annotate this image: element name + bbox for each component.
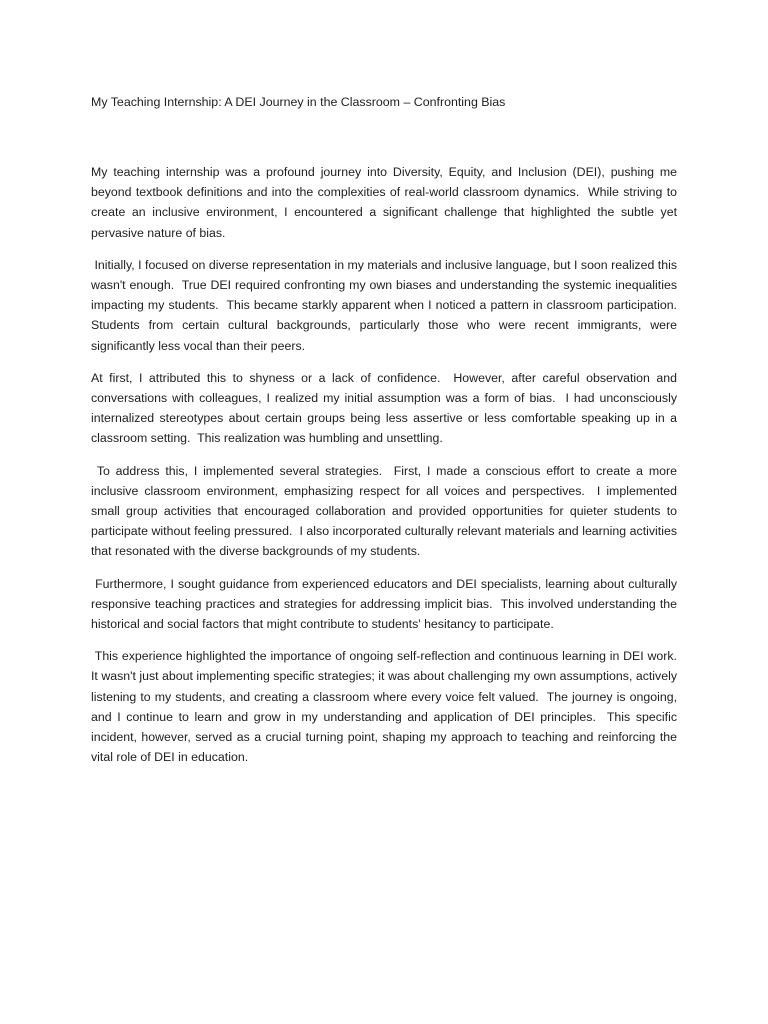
paragraph-intro: My teaching internship was a profound journey into Diversity, Equity, and Inclusion (DEI), pushing me beyond textbook definitions and into the complexities of real-world classroom dynamics. While striving to create an inclusive environment, I encountered a significant challenge that highlighted the subtle yet pervasive nature of bias. bbox=[91, 165, 681, 240]
document-title: My Teaching Internship: A DEI Journey in the Classroom – Confronting Bias bbox=[91, 95, 506, 109]
paragraph-guidance: Furthermore, I sought guidance from experienced educators and DEI specialists, learning about culturally responsive teaching practices and strategies for addressing implicit bias. This involved understanding the historical and social factors that might contribute to students' hesitancy to participate. bbox=[91, 576, 681, 632]
paragraph-initial-focus: Initially, I focused on diverse representation in my materials and inclusive language, but I soon realized this wasn't enough. True DEI required confronting my own biases and understanding the systemic inequalities impacting my students. This became starkly apparent when I noticed a pattern in classroom participation. Students from certain cultural backgrounds, particularly those who were recent immigrants, were significantly less vocal than their peers. bbox=[91, 257, 684, 353]
paragraph-reflection: This experience highlighted the importance of ongoing self-reflection and continuous learning in DEI work. It wasn't just about implementing specific strategies; it was about challenging my own assumptions, actively listening to my students, and creating a classroom where every voice felt valued. The journey is ongoing, and I continue to learn and grow in my understanding and application of DEI principles. This specific incident, however, served as a crucial turning point, shaping my approach to teaching and reinforcing the vital role of DEI in education. bbox=[91, 649, 684, 765]
document-body bbox=[91, 162, 684, 767]
paragraph-assumption: At first, I attributed this to shyness or a lack of confidence. However, after careful observation and conversations with colleagues, I realized my initial assumption was a form of bias. I had unconsciously internalized stereotypes about certain groups being less assertive or less comfortable speaking up in a classroom setting. This realization was humbling and unsettling. bbox=[91, 370, 681, 446]
paragraph-strategies: To address this, I implemented several strategies. First, I made a conscious effort to create a more inclusive classroom environment, emphasizing respect for all voices and perspectives. I implemented small group activities that encouraged collaboration and provided opportunities for quieter students to participate without feeling pressured. I also incorporated culturally relevant materials and learning activities that resonated with the diverse backgrounds of my students. bbox=[91, 463, 681, 559]
